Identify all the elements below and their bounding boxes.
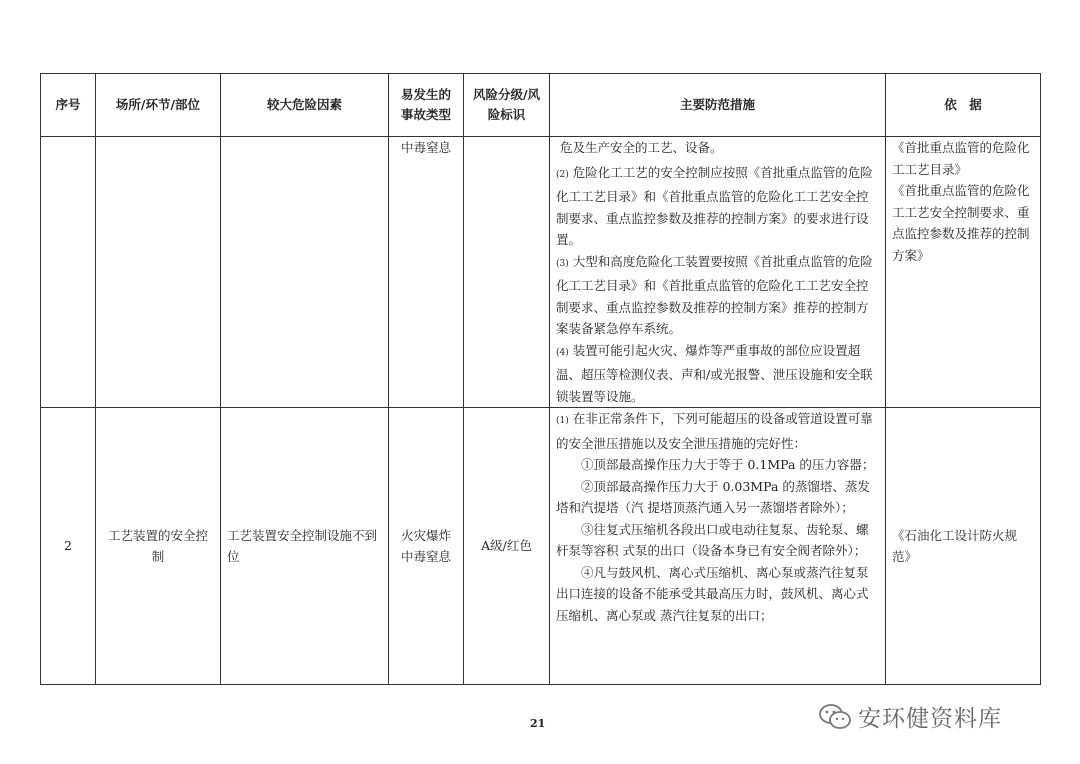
row1-location xyxy=(96,137,221,408)
header-no: 序号 xyxy=(41,74,96,137)
measure-item: 危及生产安全的工艺、设备。 xyxy=(560,140,723,155)
header-location: 场所/环节/部位 xyxy=(96,74,221,137)
basis-item: 《首批重点监管的危险化工工艺目录》 xyxy=(892,140,1030,177)
row2-hazard: 工艺装置安全控制设施不到位 xyxy=(221,408,389,685)
row2-risk: A级/红色 xyxy=(464,408,550,685)
row2-accident: 火灾爆炸中毒窒息 xyxy=(389,408,464,685)
measure-subitem: ②顶部最高操作压力大于 0.03MPa 的蒸馏塔、蒸发塔和汽提塔（汽 提塔顶蒸汽通入另一蒸馏塔者除外）； xyxy=(556,478,870,515)
watermark-text: 安环健资料库 xyxy=(858,706,1002,732)
wechat-icon xyxy=(818,703,852,731)
measure-item: (3) 大型和高度危险化工装置要按照《首批重点监管的危险化工工艺目录》和《首批重点监管的危险化工工艺安全控制要求、重点监控参数及推荐的控制方案》推荐的控制方案装备紧急停车系统。 xyxy=(556,253,873,336)
measure-intro: (1) 在非正常条件下，下列可能超压的设备或管道设置可靠的安全泄压措施以及安全泄压措施的完好性： xyxy=(556,411,873,451)
header-measures: 主要防范措施 xyxy=(550,74,886,137)
measure-item: (2) 危险化工工艺的安全控制应按照《首批重点监管的危险化工工艺目录》和《首批重点监管的危险化工工艺安全控制要求、重点监控参数及推荐的控制方案》的要求进行设置。 xyxy=(556,164,873,247)
basis-item: 《首批重点监管的危险化工工艺安全控制要求、重点监控参数及推荐的控制方案》 xyxy=(892,183,1030,263)
row1-no xyxy=(41,137,96,408)
table-row xyxy=(41,137,1041,408)
measure-subitem: ③往复式压缩机各段出口或电动往复泵、齿轮泵、螺杆泵等容积 式泵的出口（设备本身已有安全阀者除外）； xyxy=(556,521,869,558)
page-number: 21 xyxy=(530,717,546,730)
row2-measures xyxy=(550,408,886,685)
header-basis: 依 据 xyxy=(886,74,1041,137)
measure-item: (4) 装置可能引起火灾、爆炸等严重事故的部位应设置超温、超压等检测仪表、声和/或光报警、泄压设施和安全联锁装置等设施。 xyxy=(556,342,873,404)
row1-risk xyxy=(464,137,550,408)
table-row xyxy=(41,408,1041,685)
measure-subitem: ①顶部最高操作压力大于等于 0.1MPa 的压力容器； xyxy=(581,457,875,472)
row1-hazard xyxy=(221,137,389,408)
header-risk: 风险分级/风险标识 xyxy=(464,74,550,137)
risk-table xyxy=(40,73,1041,685)
header-row xyxy=(41,74,1041,137)
row1-measures xyxy=(550,137,886,408)
header-hazard: 较大危险因素 xyxy=(221,74,389,137)
row1-accident: 中毒窒息 xyxy=(389,137,464,408)
header-accident: 易发生的事故类型 xyxy=(389,74,464,137)
row2-basis: 《石油化工设计防火规范》 xyxy=(886,408,1041,685)
measure-subitem: ④凡与鼓风机、离心式压缩机、离心泵或蒸汽往复泵出口连接的设备不能承受其最高压力时，鼓风机、离心式压缩机、离心泵或 蒸汽往复泵的出口； xyxy=(556,564,869,623)
row2-location: 工艺装置的安全控制 xyxy=(96,408,221,685)
watermark xyxy=(818,700,1002,733)
row1-basis xyxy=(886,137,1041,408)
row2-no: 2 xyxy=(41,408,96,685)
